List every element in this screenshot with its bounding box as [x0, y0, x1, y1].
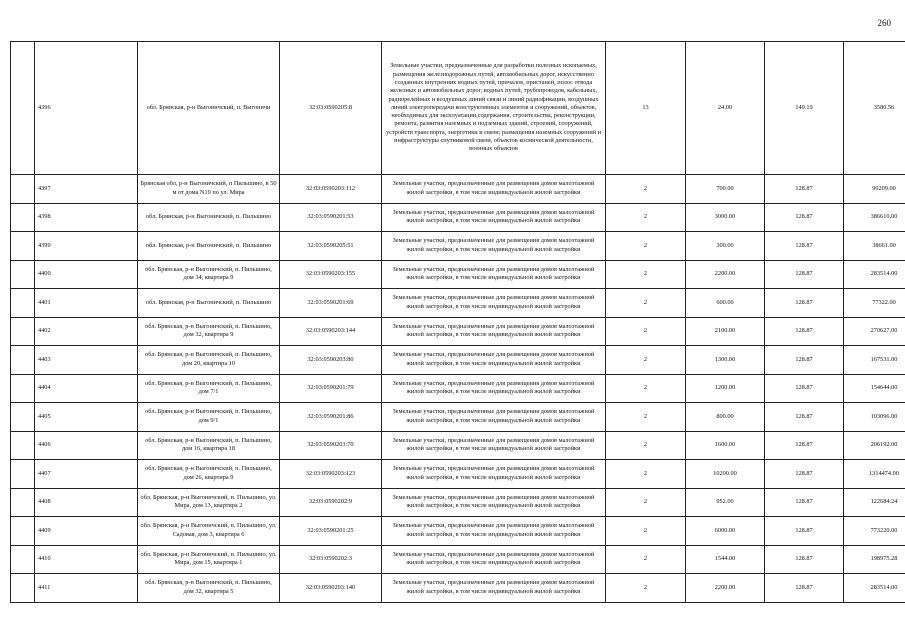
- rate-cell: 128.87: [765, 289, 844, 318]
- area-cell: 24.00: [686, 42, 765, 175]
- table-body: [11, 42, 905, 603]
- cadastral-cost-cell: 198975.28: [844, 545, 905, 574]
- table-row: [11, 175, 905, 204]
- table-row: [11, 317, 905, 346]
- rate-cell: 128.87: [765, 317, 844, 346]
- blank-cell: [11, 346, 35, 375]
- address-cell: обл. Брянская, р-н Выгоничский, п. Пильшино, дом 7/1: [138, 374, 280, 403]
- category-cell: 2: [606, 203, 686, 232]
- address-cell: обл. Брянская, р-н Выгоничский, п. Выгоничи: [138, 42, 280, 175]
- page-number: 260: [877, 18, 891, 28]
- area-cell: 800.00: [686, 403, 765, 432]
- cadastral-cost-cell: 77322.00: [844, 289, 905, 318]
- rate-cell: 128.87: [765, 232, 844, 261]
- rate-cell: 128.87: [765, 260, 844, 289]
- rate-cell: 128.87: [765, 403, 844, 432]
- address-cell: обл. Брянская, р-н Выгоничский, п. Пильшино, дом 32, квартира 5: [138, 574, 280, 603]
- land-use-cell: Земельные участки, предназначенные для размещения домов малоэтажной жилой застройки, в том числе индивидуальной жилой застройки: [382, 403, 606, 432]
- area-cell: 6000.00: [686, 517, 765, 546]
- cadastral-cost-cell: 283514.00: [844, 574, 905, 603]
- row-number-cell: 4406: [35, 431, 138, 460]
- cadastral-number-cell: 32:03:0590202:3: [280, 545, 382, 574]
- land-use-cell: Земельные участки, предназначенные для размещения домов малоэтажной жилой застройки, в том числе индивидуальной жилой застройки: [382, 460, 606, 489]
- cadastral-cost-cell: 386610.00: [844, 203, 905, 232]
- row-number-cell: 4410: [35, 545, 138, 574]
- table-row: [11, 517, 905, 546]
- table-row: [11, 403, 905, 432]
- land-use-cell: Земельные участки, предназначенные для размещения домов малоэтажной жилой застройки, в том числе индивидуальной жилой застройки: [382, 574, 606, 603]
- category-cell: 2: [606, 232, 686, 261]
- rate-cell: 128.87: [765, 203, 844, 232]
- blank-cell: [11, 574, 35, 603]
- rate-cell: 128.87: [765, 517, 844, 546]
- land-use-cell: Земельные участки, предназначенные для размещения домов малоэтажной жилой застройки, в том числе индивидуальной жилой застройки: [382, 289, 606, 318]
- cadastral-cost-cell: 167531.00: [844, 346, 905, 375]
- cadastral-number-cell: 32:03:0590203:70: [280, 431, 382, 460]
- address-cell: обл. Брянская, р-н Выгоничский, п. Пильшино: [138, 232, 280, 261]
- category-cell: 2: [606, 374, 686, 403]
- area-cell: 600.00: [686, 289, 765, 318]
- address-cell: обл. Брянская, р-н Выгоничский, п. Пильшино, дом 26, квартира 9: [138, 460, 280, 489]
- cadastral-number-cell: 32:03:0590201:53: [280, 203, 382, 232]
- land-use-cell: Земельные участки, предназначенные для размещения домов малоэтажной жилой застройки, в том числе индивидуальной жилой застройки: [382, 431, 606, 460]
- cadastral-cost-cell: 773220.00: [844, 517, 905, 546]
- cadastral-cost-cell: 283514.00: [844, 260, 905, 289]
- address-cell: обл. Брянская, р-н Выгоничский, п. Пильшино: [138, 289, 280, 318]
- category-cell: 2: [606, 545, 686, 574]
- address-cell: обл. Брянская, р-н Выгоничский, п. Пильшино, дом 20, квартира 10: [138, 346, 280, 375]
- rate-cell: 128.87: [765, 346, 844, 375]
- address-cell: обл. Брянская, р-н Выгоничский, п. Пильшино, дом 9/1: [138, 403, 280, 432]
- row-number-cell: 4404: [35, 374, 138, 403]
- blank-cell: [11, 517, 35, 546]
- blank-cell: [11, 545, 35, 574]
- cadastral-number-cell: 32:03:0590203:140: [280, 574, 382, 603]
- category-cell: 2: [606, 488, 686, 517]
- row-number-cell: 4409: [35, 517, 138, 546]
- category-cell: 2: [606, 517, 686, 546]
- table-row: [11, 260, 905, 289]
- row-number-cell: 4400: [35, 260, 138, 289]
- row-number-cell: 4399: [35, 232, 138, 261]
- table-row: [11, 203, 905, 232]
- row-number-cell: 4411: [35, 574, 138, 603]
- cadastral-number-cell: 32:03:0590203:155: [280, 260, 382, 289]
- land-use-cell: Земельные участки, предназначенные для разработки полезных ископаемых, размещения железнодорожных путей, автомобильных дорог, искусственно созданных внутренних водных путей, причалов, пристаней, полос отвода железных и автомобильных дорог, водных путей, трубопроводов, кабельных, радиорелейных и воздушных линий связи и линий радиофикации, воздушных линий электропередачи конструктивных элементов и сооружений, объектов, необходимых для эксплуатации,содержания, строительства, реконструкции, ремонта, развития наземных и подземных зданий, строений, сооружений, устройств транспорта, энергетики и связи; размещения наземных сооружений и инфраструктуры спутниковой связи, объектов космической деятельности, военных объектов: [382, 42, 606, 175]
- cadastral-number-cell: 32:03:0590201:86: [280, 403, 382, 432]
- land-use-cell: Земельные участки, предназначенные для размещения домов малоэтажной жилой застройки, в том числе индивидуальной жилой застройки: [382, 488, 606, 517]
- category-cell: 2: [606, 289, 686, 318]
- cadastral-number-cell: 32:03:0590203:112: [280, 175, 382, 204]
- cadastral-cost-cell: 206192.00: [844, 431, 905, 460]
- cadastral-number-cell: 32:03:0590205:51: [280, 232, 382, 261]
- cadastral-cost-cell: 1314474.00: [844, 460, 905, 489]
- table-row: [11, 488, 905, 517]
- cadastral-number-cell: 32:03:0590201:25: [280, 517, 382, 546]
- row-number-cell: 4396: [35, 42, 138, 175]
- land-use-cell: Земельные участки, предназначенные для размещения домов малоэтажной жилой застройки, в том числе индивидуальной жилой застройки: [382, 232, 606, 261]
- table-row: [11, 374, 905, 403]
- cadastral-value-table: [10, 41, 905, 603]
- blank-cell: [11, 232, 35, 261]
- address-cell: обл. Брянская, р-н Выгоничский, п. Пильшино, ул. Мира, дом 15, квартира 1: [138, 545, 280, 574]
- table-row: [11, 431, 905, 460]
- cadastral-cost-cell: 154644.00: [844, 374, 905, 403]
- address-cell: обл. Брянская, р-н Выгоничский, п. Пильшино: [138, 203, 280, 232]
- land-use-cell: Земельные участки, предназначенные для размещения домов малоэтажной жилой застройки, в том числе индивидуальной жилой застройки: [382, 175, 606, 204]
- cadastral-cost-cell: 38661.00: [844, 232, 905, 261]
- address-cell: обл. Брянская, р-н Выгоничский, п. Пильшино, ул. Садовая, дом 3, квартира 6: [138, 517, 280, 546]
- cadastral-number-cell: 32:03:0590201:69: [280, 289, 382, 318]
- table-row: [11, 574, 905, 603]
- cadastral-number-cell: 32:03:0590203:123: [280, 460, 382, 489]
- cadastral-cost-cell: 270627.00: [844, 317, 905, 346]
- rate-cell: 128.87: [765, 374, 844, 403]
- cadastral-cost-cell: 103096.00: [844, 403, 905, 432]
- area-cell: 1544.00: [686, 545, 765, 574]
- blank-cell: [11, 175, 35, 204]
- blank-cell: [11, 431, 35, 460]
- land-use-cell: Земельные участки, предназначенные для размещения домов малоэтажной жилой застройки, в том числе индивидуальной жилой застройки: [382, 317, 606, 346]
- blank-cell: [11, 203, 35, 232]
- blank-cell: [11, 42, 35, 175]
- table-row: [11, 460, 905, 489]
- blank-cell: [11, 289, 35, 318]
- category-cell: 2: [606, 317, 686, 346]
- area-cell: 952.00: [686, 488, 765, 517]
- cadastral-number-cell: 32:03:0590203:144: [280, 317, 382, 346]
- row-number-cell: 4405: [35, 403, 138, 432]
- land-use-cell: Земельные участки, предназначенные для размещения домов малоэтажной жилой застройки, в том числе индивидуальной жилой застройки: [382, 203, 606, 232]
- category-cell: 13: [606, 42, 686, 175]
- rate-cell: 128.87: [765, 431, 844, 460]
- cadastral-number-cell: 32:03:0590205:8: [280, 42, 382, 175]
- land-use-cell: Земельные участки, предназначенные для размещения домов малоэтажной жилой застройки, в том числе индивидуальной жилой застройки: [382, 545, 606, 574]
- address-cell: обл. Брянская, р-н Выгоничский, п. Пильшино, ул. Мира, дом 13, квартира 2: [138, 488, 280, 517]
- area-cell: 1300.00: [686, 346, 765, 375]
- row-number-cell: 4397: [35, 175, 138, 204]
- rate-cell: 128.87: [765, 488, 844, 517]
- address-cell: обл. Брянская, р-н Выгоничский, п. Пильшино, дом 32, квартира 9: [138, 317, 280, 346]
- category-cell: 2: [606, 460, 686, 489]
- area-cell: 2200.00: [686, 260, 765, 289]
- category-cell: 2: [606, 574, 686, 603]
- row-number-cell: 4402: [35, 317, 138, 346]
- table-row: [11, 232, 905, 261]
- cadastral-cost-cell: 3580.56: [844, 42, 905, 175]
- address-cell: Брянская обл, р-н Выгоничский, п Пильшино, в 50 м от дома N19 по ул. Мира: [138, 175, 280, 204]
- blank-cell: [11, 460, 35, 489]
- area-cell: 1200.00: [686, 374, 765, 403]
- area-cell: 3000.00: [686, 203, 765, 232]
- area-cell: 2100.00: [686, 317, 765, 346]
- rate-cell: 149.19: [765, 42, 844, 175]
- land-use-cell: Земельные участки, предназначенные для размещения домов малоэтажной жилой застройки, в том числе индивидуальной жилой застройки: [382, 517, 606, 546]
- area-cell: 2200.00: [686, 574, 765, 603]
- row-number-cell: 4403: [35, 346, 138, 375]
- category-cell: 2: [606, 260, 686, 289]
- row-number-cell: 4401: [35, 289, 138, 318]
- table-row: [11, 42, 905, 175]
- table-row: [11, 289, 905, 318]
- cadastral-cost-cell: 90209.00: [844, 175, 905, 204]
- land-use-cell: Земельные участки, предназначенные для размещения домов малоэтажной жилой застройки, в том числе индивидуальной жилой застройки: [382, 260, 606, 289]
- area-cell: 700.00: [686, 175, 765, 204]
- rate-cell: 128.87: [765, 460, 844, 489]
- land-use-cell: Земельные участки, предназначенные для размещения домов малоэтажной жилой застройки, в том числе индивидуальной жилой застройки: [382, 374, 606, 403]
- category-cell: 2: [606, 403, 686, 432]
- land-use-cell: Земельные участки, предназначенные для размещения домов малоэтажной жилой застройки, в том числе индивидуальной жилой застройки: [382, 346, 606, 375]
- table-row: [11, 346, 905, 375]
- area-cell: 1600.00: [686, 431, 765, 460]
- table-row: [11, 545, 905, 574]
- area-cell: 300.00: [686, 232, 765, 261]
- row-number-cell: 4398: [35, 203, 138, 232]
- rate-cell: 128.87: [765, 574, 844, 603]
- blank-cell: [11, 317, 35, 346]
- row-number-cell: 4407: [35, 460, 138, 489]
- blank-cell: [11, 260, 35, 289]
- cadastral-number-cell: 32:03:0590201:79: [280, 374, 382, 403]
- cadastral-number-cell: 32:03:0590203:80: [280, 346, 382, 375]
- cadastral-cost-cell: 122684.24: [844, 488, 905, 517]
- row-number-cell: 4408: [35, 488, 138, 517]
- category-cell: 2: [606, 431, 686, 460]
- area-cell: 10200.00: [686, 460, 765, 489]
- address-cell: обл. Брянская, р-н Выгоничский, п. Пильшино, дом 16, квартира 18: [138, 431, 280, 460]
- category-cell: 2: [606, 346, 686, 375]
- blank-cell: [11, 403, 35, 432]
- blank-cell: [11, 374, 35, 403]
- blank-cell: [11, 488, 35, 517]
- rate-cell: 128.87: [765, 545, 844, 574]
- category-cell: 2: [606, 175, 686, 204]
- rate-cell: 128.87: [765, 175, 844, 204]
- address-cell: обл. Брянская, р-н Выгоничский, п. Пильшино, дом 34, квартира 9: [138, 260, 280, 289]
- cadastral-number-cell: 32:03:0590202:9: [280, 488, 382, 517]
